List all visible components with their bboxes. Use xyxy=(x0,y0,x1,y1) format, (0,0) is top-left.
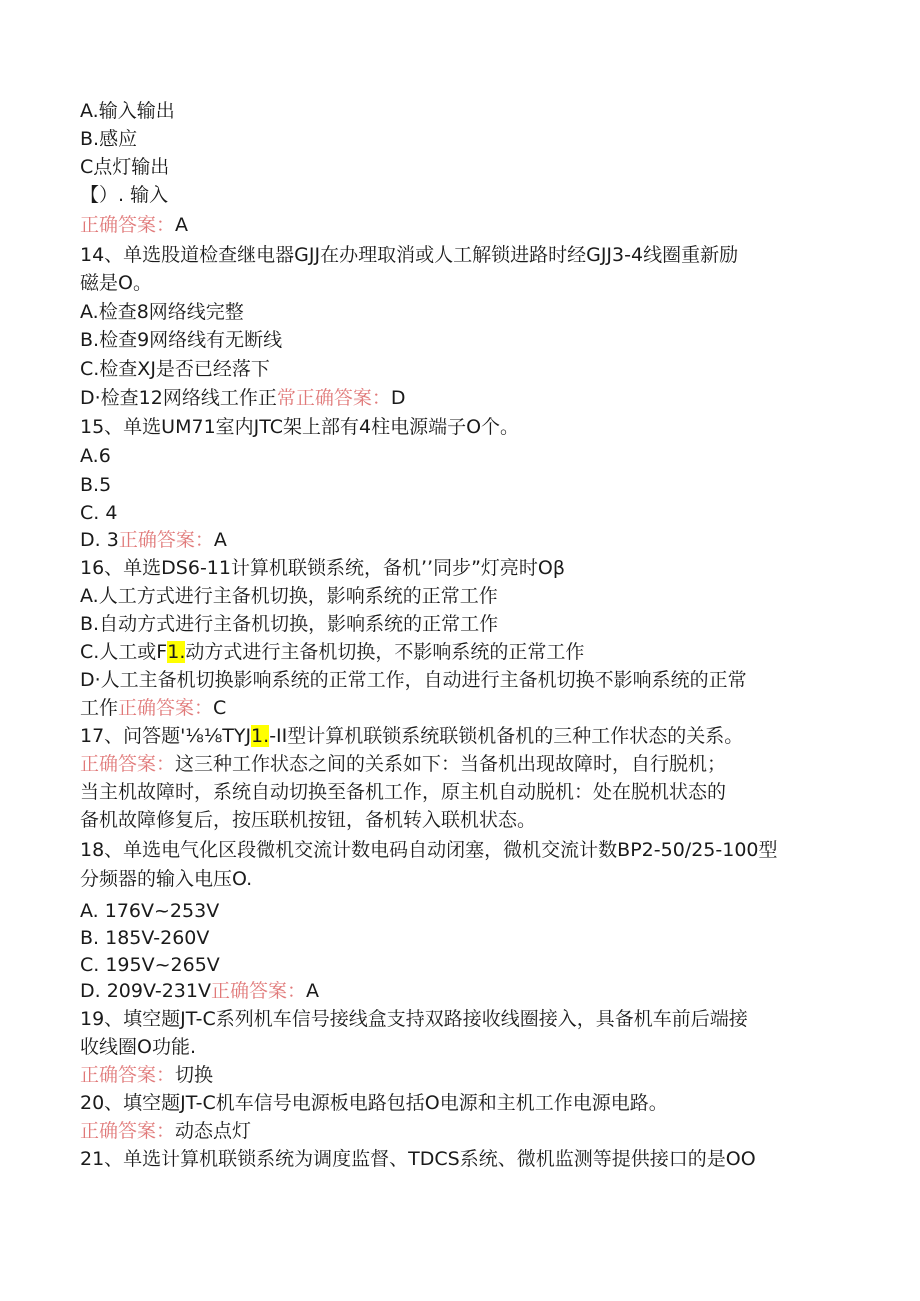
text-line xyxy=(80,355,840,383)
text-line xyxy=(80,778,840,806)
line-text: D·检查12网络线工作正 xyxy=(80,387,277,409)
line-text: A.人工方式进行主备机切换，影响系统的正常工作 xyxy=(80,585,498,607)
answer-value: 这三种工作状态之间的关系如下：当备机出现故障时，自行脱机； xyxy=(175,753,727,775)
line-text: C.检查XJ是否已经落下 xyxy=(80,358,270,380)
text-line xyxy=(80,897,840,925)
line-text: 收线圈O功能. xyxy=(80,1036,196,1058)
answer-line xyxy=(80,750,840,778)
text-line xyxy=(80,269,840,297)
text-line xyxy=(80,1033,840,1061)
answer-label: 正确答案： xyxy=(118,529,214,551)
line-text: 21、单选计算机联锁系统为调度监督、TDCS系统、微机监测等提供接口的是OO xyxy=(80,1148,756,1170)
text-line xyxy=(80,554,840,582)
line-text: D. 3 xyxy=(80,529,119,551)
text-line xyxy=(80,865,840,893)
text-line xyxy=(80,806,840,834)
line-text: 14、单选股道检查继电器GJJ在办理取消或人工解锁进路时经GJJ3-4线圈重新励 xyxy=(80,244,739,266)
text-line xyxy=(80,722,840,750)
text-line xyxy=(80,610,840,638)
line-text: B.感应 xyxy=(80,128,138,150)
line-text: 分频器的输入电压O. xyxy=(80,868,253,890)
text-line xyxy=(80,298,840,326)
answer-value: D xyxy=(390,387,406,409)
line-text: 18、单选电气化区段微机交流计数电码自动闭塞，微机交流计数BP2-50/25-100型 xyxy=(80,839,778,861)
text-line xyxy=(80,951,840,979)
line-text: D. 209V-231V xyxy=(80,980,211,1002)
line-prefix: 17、问答题'⅛⅛TYJ xyxy=(80,725,252,747)
text-line xyxy=(80,582,840,610)
highlighted-text: 1. xyxy=(167,641,186,663)
text-line xyxy=(80,241,840,269)
line-text: 20、填空题JT-C机车信号电源板电路包括O电源和主机工作电源电路。 xyxy=(80,1092,668,1114)
line-text: 16、单选DS6-11计算机联锁系统，备机’’同步”灯亮时Oβ xyxy=(80,557,565,579)
line-prefix: C.人工或F xyxy=(80,641,168,663)
line-text: B. 185V-260V xyxy=(80,927,210,949)
answer-line xyxy=(80,1061,840,1089)
line-text: 工作 xyxy=(80,697,119,719)
answer-label: 正确答案： xyxy=(80,753,176,775)
text-line xyxy=(80,1005,840,1033)
line-text: C点灯输出 xyxy=(80,156,170,178)
text-line xyxy=(80,153,840,181)
text-line xyxy=(80,526,840,554)
text-line xyxy=(80,326,840,354)
text-line xyxy=(80,125,840,153)
line-text: 当主机故障时，系统自动切换至备机工作，原主机自动脱机：处在脱机状态的 xyxy=(80,781,727,803)
answer-value: 动态点灯 xyxy=(175,1120,252,1142)
answer-label: 正确答案： xyxy=(80,1064,176,1086)
line-text: B.自动方式进行主备机切换，影响系统的正常工作 xyxy=(80,613,499,635)
text-line xyxy=(80,836,840,864)
answer-label: 正确答案： xyxy=(118,697,214,719)
text-line xyxy=(80,97,840,125)
line-text: 磁是O。 xyxy=(80,272,152,294)
line-text: B.5 xyxy=(80,474,112,496)
text-line xyxy=(80,384,840,412)
line-text: 【）. 输入 xyxy=(80,184,169,206)
text-line xyxy=(80,442,840,470)
text-line xyxy=(80,1089,840,1117)
highlighted-text: 1. xyxy=(251,725,270,747)
line-text: B.检查9网络线有无断线 xyxy=(80,329,283,351)
line-text: A. 176V~253V xyxy=(80,900,220,922)
line-text: 15、单选UM71室内JTC架上部有4柱电源端子O个。 xyxy=(80,416,520,438)
answer-value: A xyxy=(306,980,319,1002)
line-text: C. 4 xyxy=(80,502,118,524)
line-text: 备机故障修复后，按压联机按钮，备机转入联机状态。 xyxy=(80,809,537,831)
line-text: D·人工主备机切换影响系统的正常工作，自动进行主备机切换不影响系统的正常 xyxy=(80,669,747,691)
answer-label: 正确答案： xyxy=(80,1120,176,1142)
line-text: A.输入输出 xyxy=(80,100,175,122)
answer-value: 切换 xyxy=(175,1064,214,1086)
line-text: A.检查8网络线完整 xyxy=(80,301,244,323)
line-text: 19、填空题JT-C系列机车信号接线盒支持双路接收线圈接入，具备机车前后端接 xyxy=(80,1008,748,1030)
line-text: 动方式进行主备机切换，不影响系统的正常工作 xyxy=(185,641,585,663)
line-text: A.6 xyxy=(80,445,111,467)
text-line xyxy=(80,413,840,441)
answer-label: 常正确答案： xyxy=(276,387,391,409)
text-line xyxy=(80,977,840,1005)
answer-label: 正确答案： xyxy=(80,214,176,236)
text-line xyxy=(80,499,840,527)
answer-value: A xyxy=(213,529,227,551)
text-line xyxy=(80,666,840,694)
line-text: -II型计算机联锁系统联锁机备机的三种工作状态的关系。 xyxy=(269,725,744,747)
text-line xyxy=(80,694,840,722)
text-line xyxy=(80,471,840,499)
answer-value: C xyxy=(213,697,227,719)
answer-line xyxy=(80,1117,840,1145)
answer-value: A xyxy=(175,214,189,236)
answer-label: 正确答案： xyxy=(210,980,306,1002)
text-line xyxy=(80,181,840,209)
answer-line xyxy=(80,211,840,239)
line-text: C. 195V~265V xyxy=(80,954,220,976)
text-line xyxy=(80,638,840,666)
text-line xyxy=(80,924,840,952)
text-line xyxy=(80,1145,840,1173)
